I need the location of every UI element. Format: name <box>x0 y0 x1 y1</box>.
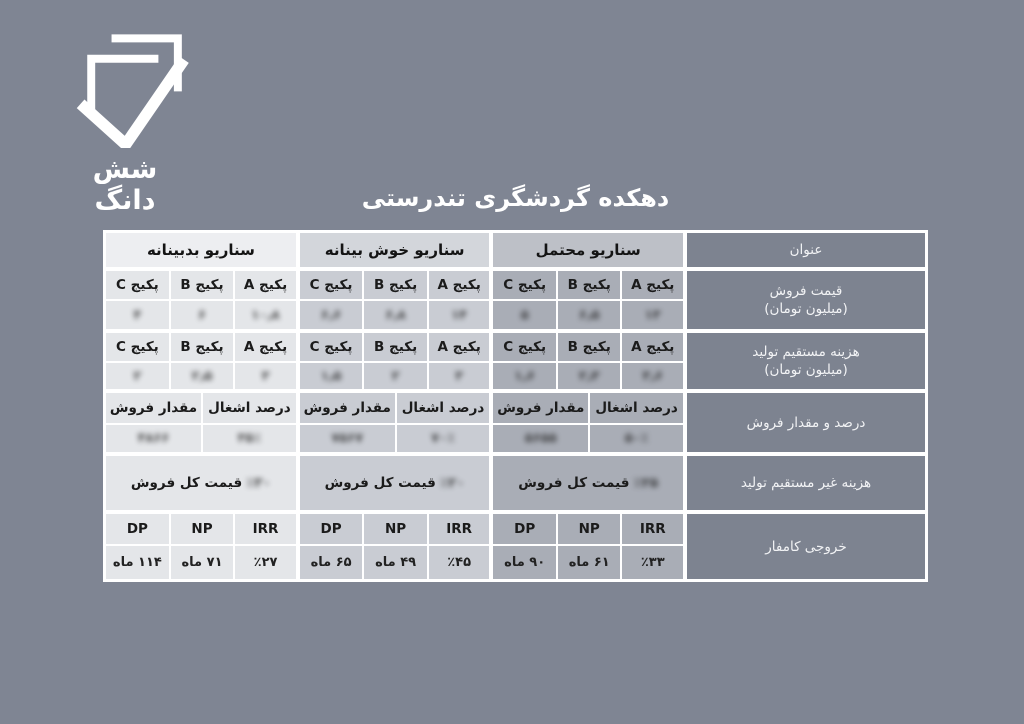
subheader-cell: NP <box>364 512 427 544</box>
scenario-header-pessimistic: سناریو بدبینانه <box>106 233 298 267</box>
value-cell: ۶٫۸ <box>364 301 427 329</box>
value-cell: ۶ <box>171 301 234 329</box>
row-title-indirect-cost: هزینه غیر مستقیم تولید <box>687 454 925 510</box>
value-cell: ۲ <box>364 363 427 389</box>
subheader-cell: DP <box>300 512 363 544</box>
package-header-cell: پکیج C <box>300 269 363 299</box>
row-title-direct-cost: هزینه مستقیم تولید (میلیون تومان) <box>687 331 925 389</box>
package-header-cell: پکیج B <box>364 269 427 299</box>
direct-cost-package-row <box>106 331 925 361</box>
subheader-cell: مقدار فروش <box>106 391 201 423</box>
comfar-subheader-row <box>106 512 925 544</box>
irr-value-cell: ٪۳۳ <box>622 546 685 579</box>
sale-price-package-row <box>106 269 925 299</box>
package-header-cell: پکیج A <box>235 331 298 361</box>
value-cell: ۴ <box>106 301 169 329</box>
value-cell: ۲٫۳ <box>558 363 621 389</box>
value-cell: ۱۴ <box>429 301 492 329</box>
subheader-cell: IRR <box>622 512 685 544</box>
row-title-comfar: خروجی کامفار <box>687 512 925 579</box>
row-title-sales-percent: درصد و مقدار فروش <box>687 391 925 452</box>
sales-percent-subheader-row <box>106 391 925 423</box>
value-cell: ۵ <box>493 301 556 329</box>
table-header-row <box>106 233 925 267</box>
title-column-header: عنوان <box>687 233 925 267</box>
package-header-cell: پکیج B <box>171 269 234 299</box>
package-header-cell: پکیج A <box>429 269 492 299</box>
value-cell: ۲٫۵ <box>171 363 234 389</box>
shesh-dang-logo-icon <box>72 26 190 148</box>
subheader-cell: NP <box>558 512 621 544</box>
value-cell: ۳ <box>235 363 298 389</box>
package-header-cell: پکیج A <box>429 331 492 361</box>
package-header-cell: پکیج C <box>300 331 363 361</box>
value-cell: ۵۰٪ <box>590 425 685 452</box>
logo-text: شش دانگ <box>92 154 158 216</box>
total-sales-price-cell: ٪۲۰قیمت کل فروش <box>300 454 492 510</box>
np-value-cell: ۷۱ ماه <box>171 546 234 579</box>
total-sales-price-cell: ٪۳۰قیمت کل فروش <box>106 454 298 510</box>
package-header-cell: پکیج B <box>171 331 234 361</box>
subheader-cell: درصد اشغال <box>590 391 685 423</box>
package-header-cell: پکیج A <box>235 269 298 299</box>
dp-value-cell: ۶۵ ماه <box>300 546 363 579</box>
total-sales-price-cell: ٪۲۵قیمت کل فروش <box>493 454 685 510</box>
value-cell: ۷۵۶۷ <box>300 425 395 452</box>
subheader-cell: مقدار فروش <box>300 391 395 423</box>
scenario-table <box>103 230 928 582</box>
value-cell: ۱۰٫۸ <box>235 301 298 329</box>
value-cell: ۶٫۵ <box>558 301 621 329</box>
value-cell: ۲ <box>106 363 169 389</box>
value-cell: ۵۶۵۵ <box>493 425 588 452</box>
scenario-table-wrap <box>103 230 928 582</box>
value-cell: ۱٫۶ <box>493 363 556 389</box>
value-cell: ۳۵٪ <box>203 425 298 452</box>
row-title-sale-price: قیمت فروش (میلیون تومان) <box>687 269 925 329</box>
package-header-cell: پکیج C <box>493 331 556 361</box>
indirect-cost-row <box>106 454 925 510</box>
value-cell: ۳٫۶ <box>622 363 685 389</box>
value-cell: ۷۰٪ <box>397 425 492 452</box>
irr-value-cell: ٪۴۵ <box>429 546 492 579</box>
subheader-cell: IRR <box>429 512 492 544</box>
package-header-cell: پکیج C <box>106 331 169 361</box>
scenario-header-optimistic: سناریو خوش بینانه <box>300 233 492 267</box>
scenario-header-probable: سناریو محتمل <box>493 233 685 267</box>
value-cell: ۱٫۵ <box>300 363 363 389</box>
irr-value-cell: ٪۲۷ <box>235 546 298 579</box>
package-header-cell: پکیج C <box>106 269 169 299</box>
package-header-cell: پکیج C <box>493 269 556 299</box>
subheader-cell: مقدار فروش <box>493 391 588 423</box>
package-header-cell: پکیج B <box>558 269 621 299</box>
package-header-cell: پکیج A <box>622 269 685 299</box>
np-value-cell: ۶۱ ماه <box>558 546 621 579</box>
subheader-cell: درصد اشغال <box>397 391 492 423</box>
package-header-cell: پکیج B <box>558 331 621 361</box>
value-cell: ۶٫۶ <box>300 301 363 329</box>
value-cell: ۳ <box>429 363 492 389</box>
subheader-cell: DP <box>493 512 556 544</box>
dp-value-cell: ۹۰ ماه <box>493 546 556 579</box>
subheader-cell: درصد اشغال <box>203 391 298 423</box>
value-cell: ۴۸۶۶ <box>106 425 201 452</box>
dp-value-cell: ۱۱۴ ماه <box>106 546 169 579</box>
subheader-cell: NP <box>171 512 234 544</box>
package-header-cell: پکیج B <box>364 331 427 361</box>
subheader-cell: DP <box>106 512 169 544</box>
value-cell: ۱۳ <box>622 301 685 329</box>
np-value-cell: ۴۹ ماه <box>364 546 427 579</box>
package-header-cell: پکیج A <box>622 331 685 361</box>
page-title: دهکده گردشگری تندرستی <box>361 184 670 212</box>
subheader-cell: IRR <box>235 512 298 544</box>
